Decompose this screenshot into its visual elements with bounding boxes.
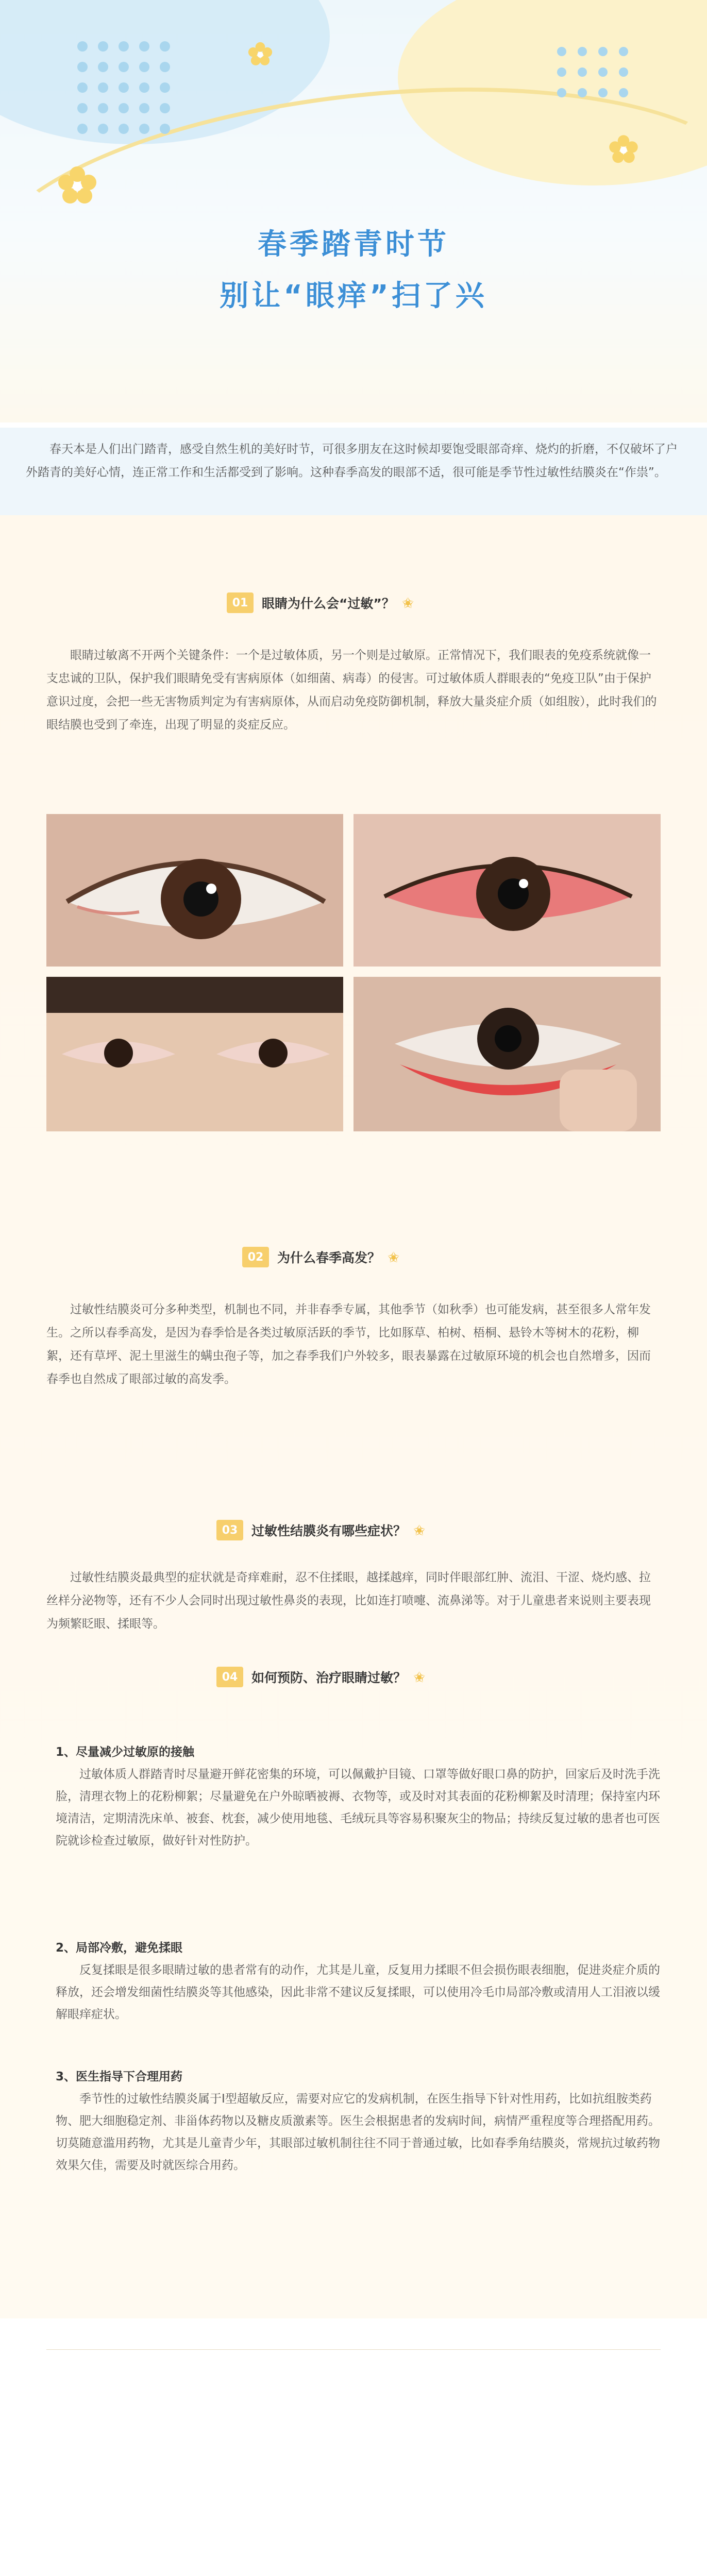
- eye-photo-1: [46, 814, 343, 967]
- section-number: 02: [242, 1247, 269, 1267]
- section-title: 为什么春季高发？: [277, 1250, 381, 1265]
- section-03-body: 过敏性结膜炎最典型的症状就是奇痒难耐，忍不住揉眼，越揉越痒，同时伴眼部红肿、流泪、干涩、烧灼感、拉丝样分泌物等，还有不少人会同时出现过敏性鼻炎的表现，比如连打喷嚏、流鼻涕等。对于儿童患者来说则主要表现为频繁眨眼、揉眼等。: [46, 1571, 651, 1631]
- tip-heading: 1、尽量减少过敏原的接触: [56, 1745, 195, 1759]
- tip-1: [56, 1741, 662, 1852]
- tip-2: [56, 1937, 662, 2026]
- tip-heading: 3、医生指导下合理用药: [56, 2070, 183, 2083]
- intro-block: [0, 428, 707, 515]
- page-title-line2: 别让“眼痒”扫了兴: [220, 279, 487, 313]
- intro-text: 春天本是人们出门踏青，感受自然生机的美好时节，可很多朋友在这时候却要饱受眼部奇痒、烧灼的折磨，不仅破坏了户外踏青的美好心情，连正常工作和生活都受到了影响。这种春季高发的眼部不适，很可能是季节性过敏性结膜炎在“作祟”。: [26, 443, 678, 479]
- eye-photo-3: [46, 977, 343, 1131]
- tip-body: 季节性的过敏性结膜炎属于I型超敏反应，需要对应它的发病机制，在医生指导下针对性用药，比如抗组胺类药物、肥大细胞稳定剂、非甾体药物以及糖皮质激素等。医生会根据患者的发病时间，病情严重程度等合理搭配用药。切莫随意滥用药物，尤其是儿童青少年，其眼部过敏机制往往不同于普通过敏，比如春季角结膜炎，常规抗过敏药物效果欠佳，需要及时就医综合用药。: [56, 2092, 660, 2172]
- flower-icon: [247, 41, 273, 67]
- tip-3: [56, 2066, 662, 2177]
- content-band: [0, 515, 707, 2318]
- section-title: 眼睛为什么会“过敏”？: [262, 596, 395, 611]
- section-number: 03: [216, 1520, 243, 1540]
- star-icon: ✬: [413, 1521, 426, 1539]
- section-04-header: [216, 1667, 425, 1687]
- section-title: 如何预防、治疗眼睛过敏？: [251, 1670, 407, 1685]
- eye-photo-4: [354, 977, 661, 1131]
- section-01-body: 眼睛过敏离不开两个关键条件：一个是过敏体质，另一个则是过敏原。正常情况下，我们眼表的免疫系统就像一支忠诚的卫队，保护我们眼睛免受有害病原体（如细菌、病毒）的侵害。可过敏体质人群眼表的“免疫卫队”由于保护意识过度，会把一些无害物质判定为有害病原体，从而启动免疫防御机制，释放大量炎症介质（如组胺），此时我们的眼结膜也受到了牵连，出现了明显的炎症反应。: [46, 649, 657, 732]
- section-title: 过敏性结膜炎有哪些症状？: [251, 1523, 407, 1538]
- flower-icon: [608, 134, 639, 165]
- tip-heading: 2、局部冷敷，避免揉眼: [56, 1941, 183, 1955]
- section-number: 04: [216, 1667, 243, 1687]
- header-banner: [0, 0, 707, 422]
- flower-icon: [57, 165, 98, 206]
- star-icon: ✬: [401, 594, 414, 612]
- star-icon: ✬: [388, 1248, 400, 1266]
- section-number: 01: [227, 592, 254, 613]
- eye-photo-2: [354, 814, 661, 967]
- dots-decor: [551, 41, 644, 103]
- section-01-header: [227, 592, 414, 613]
- section-02-body: 过敏性结膜炎可分多种类型，机制也不同，并非春季专属，其他季节（如秋季）也可能发病，甚至很多人常年发生。之所以春季高发，是因为春季恰是各类过敏原活跃的季节，比如豚草、柏树、梧桐、悬铃木等树木的花粉，柳絮，还有草坪、泥土里滋生的螨虫孢子等，加之春季我们户外较多，眼表暴露在过敏原环境的机会也自然增多，因而春季也自然成了眼部过敏的高发季。: [46, 1303, 651, 1386]
- section-03-header: [216, 1520, 425, 1540]
- dots-decor: [72, 36, 186, 139]
- divider: [46, 2349, 661, 2350]
- page-title-line1: 春季踏青时节: [258, 228, 449, 261]
- star-icon: ✬: [413, 1668, 426, 1686]
- section-02-header: [242, 1247, 399, 1267]
- tip-body: 反复揉眼是很多眼睛过敏的患者常有的动作，尤其是儿童，反复用力揉眼不但会损伤眼表细胞，促进炎症介质的释放，还会增发细菌性结膜炎等其他感染，因此非常不建议反复揉眼，可以使用冷毛巾局部冷敷或清用人工泪液以缓解眼痒症状。: [56, 1963, 660, 2021]
- tip-body: 过敏体质人群踏青时尽量避开鲜花密集的环境，可以佩戴护目镜、口罩等做好眼口鼻的防护，回家后及时洗手洗脸，清理衣物上的花粉柳絮；尽量避免在户外晾晒被褥、衣物等，或及时对其表面的花粉柳絮及时清理；保持室内环境清洁，定期清洗床单、被套、枕套，减少使用地毯、毛绒玩具等容易积聚灰尘的物品；持续反复过敏的患者也可医院就诊检查过敏原，做好针对性防护。: [56, 1768, 660, 1848]
